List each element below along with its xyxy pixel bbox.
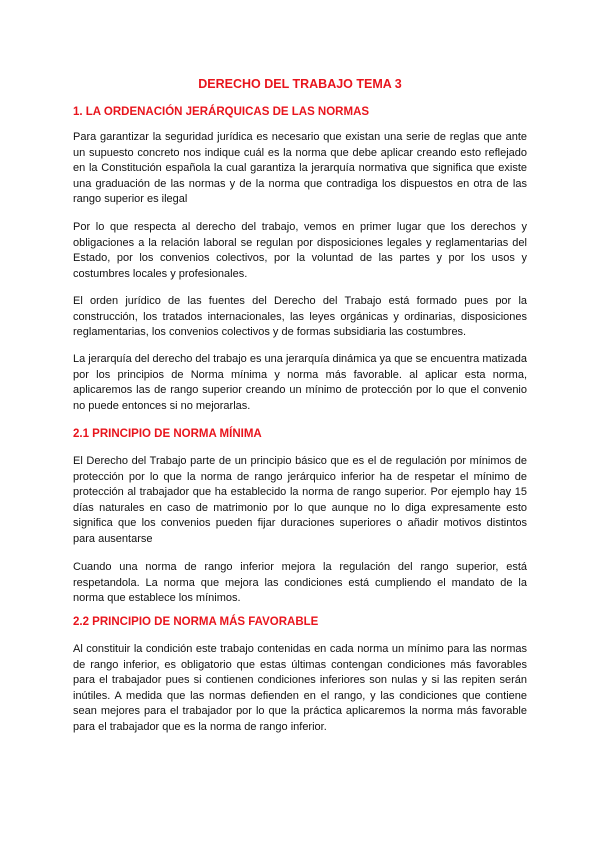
section-heading-norma-minima: 2.1 PRINCIPIO DE NORMA MÍNIMA bbox=[73, 428, 262, 440]
paragraph: Cuando una norma de rango inferior mejora la regulación del rango superior, está respetandola. La norma que mejora las condiciones está cumpliendo el mandato de la norma que establece los mínimos. bbox=[73, 561, 527, 605]
document-title: DERECHO DEL TRABAJO TEMA 3 bbox=[198, 77, 402, 91]
section-heading-ordenacion: 1. LA ORDENACIÓN JERÁRQUICAS DE LAS NORMAS bbox=[73, 106, 370, 118]
paragraph: Por lo que respecta al derecho del trabajo, vemos en primer lugar que los derechos y obligaciones a la relación laboral se regulan por disposiciones legales y reglamentarias del Estado, por los convenios colectivos, por la voluntad de las partes y por los usos y costumbres locales y profesionales. bbox=[73, 221, 527, 280]
paragraph: Al constituir la condición este trabajo contenidas en cada norma un mínimo para las normas de rango inferior, es obligatorio que estas últimas contengan condiciones más favorables para el trabajador pues si contienen condiciones inferiores son nulas y si las repiten serán inútiles. A medida que las normas defienden en el rango, y las condiciones que contiene sean mejores para el trabajador por lo que la práctica aplicaremos la norma más favorable para el trabajador que es la norma de rango inferior. bbox=[73, 643, 527, 733]
paragraph: El orden jurídico de las fuentes del Derecho del Trabajo está formado pues por la construcción, los tratados internacionales, las leyes orgánicas y ordinarias, disposiciones reglamentarias, los convenios colectivos y de formas subsidiaria las costumbres. bbox=[73, 295, 527, 339]
paragraph: Para garantizar la seguridad jurídica es necesario que existan una serie de reglas que ante un supuesto concreto nos indique cuál es la norma que debe aplicar creando esto reflejado en la Constitución española la cual garantiza la jerarquía normativa que significa que existe una graduación de las normas y de la norma que contradiga los dispuestos en otra de las rango superior es ilegal bbox=[73, 131, 527, 206]
section-heading-norma-favorable: 2.2 PRINCIPIO DE NORMA MÁS FAVORABLE bbox=[73, 616, 319, 628]
paragraph: El Derecho del Trabajo parte de un principio básico que es el de regulación por mínimos de protección por lo que la norma de rango jerárquico inferior ha de respetar el mínimo de protección al trabajador que ha establecido la norma de rango superior. Por ejemplo hay 15 días naturales en caso de matrimonio por lo que aunque no lo diga expresamente esto significa que los convenios pueden fijar duraciones superiores o añadir motivos distintos para ausentarse bbox=[73, 455, 527, 545]
paragraph: La jerarquía del derecho del trabajo es una jerarquía dinámica ya que se encuentra matizada por los principios de Norma mínima y norma más favorable. al aplicar esta norma, aplicaremos las de rango superior creando un mínimo de protección por lo que el convenio no puede entonces si no mejorarlas. bbox=[73, 353, 527, 412]
